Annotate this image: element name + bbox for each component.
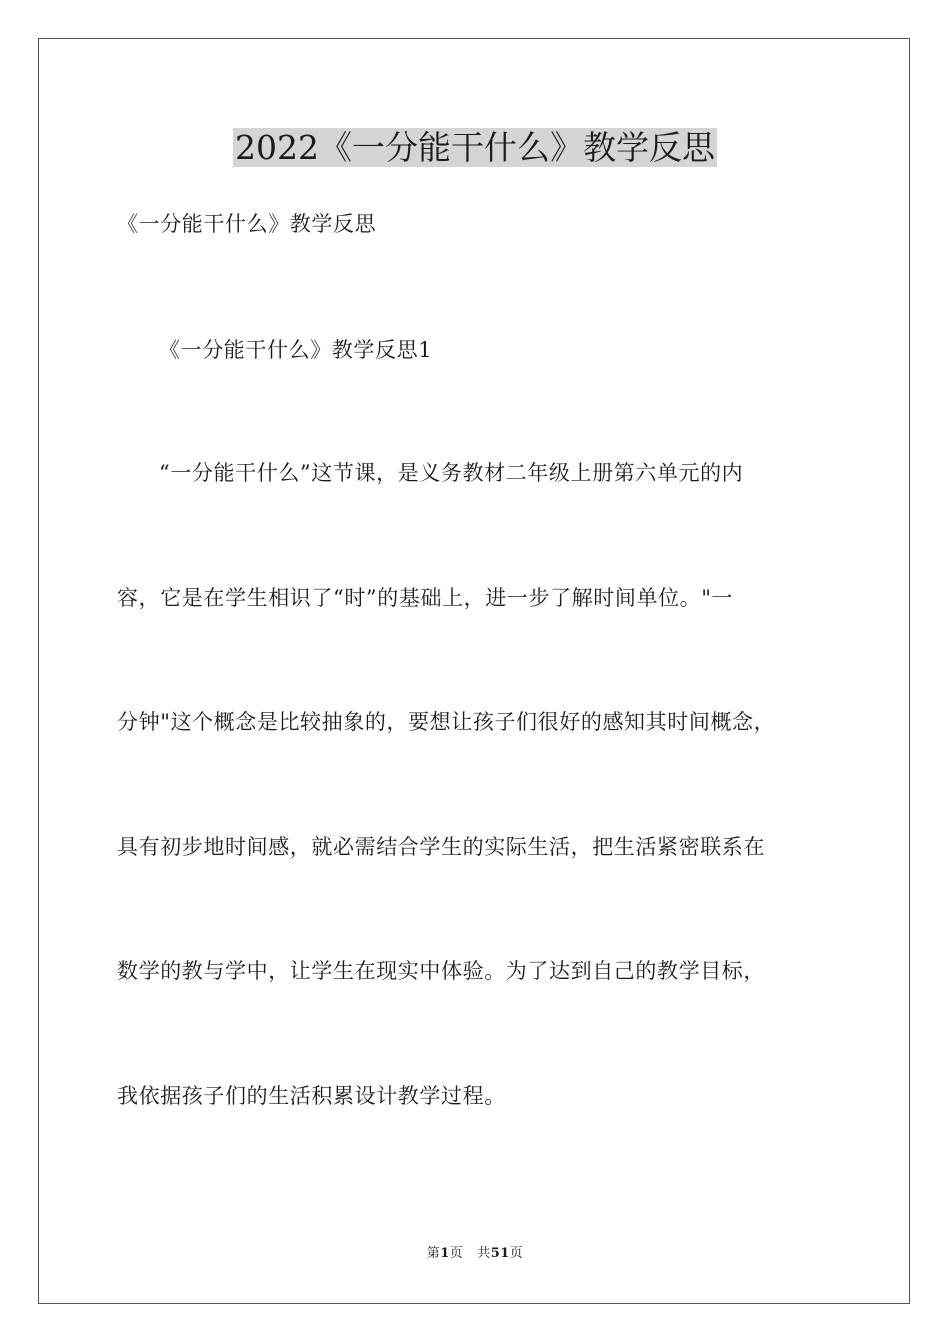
paragraph-line-2: 容，它是在学生相识了“时”的基础上，进一步了解时间单位。"一 [117,586,734,610]
paragraph-line-5: 数学的教与学中，让学生在现实中体验。为了达到自己的教学目标， [117,959,765,983]
page-footer [0,1245,950,1263]
page-total-count: 51 [490,1246,510,1261]
paragraph-line-3: 分钟"这个概念是比较抽象的，要想让孩子们很好的感知其时间概念， [117,710,776,734]
document-title [0,126,950,170]
page-number-prefix: 第 [426,1246,441,1261]
section-heading: 《一分能干什么》教学反思1 [159,338,433,362]
paragraph-line-4: 具有初步地时间感，就必需结合学生的实际生活，把生活紧密联系在 [117,835,765,859]
page-total-suffix: 页 [509,1246,524,1261]
paragraph-line-6: 我依据孩子们的生活积累设计教学过程。 [117,1084,506,1108]
document-title-text: 2022《一分能干什么》教学反思 [235,128,715,167]
page-total-prefix: 共 [477,1246,491,1261]
document-subtitle: 《一分能干什么》教学反思 [117,212,377,236]
paragraph-line-1: “一分能干什么”这节课，是义务教材二年级上册第六单元的内 [159,461,744,485]
page-number-suffix: 页 [449,1246,464,1261]
page-number-current: 1 [440,1246,450,1261]
